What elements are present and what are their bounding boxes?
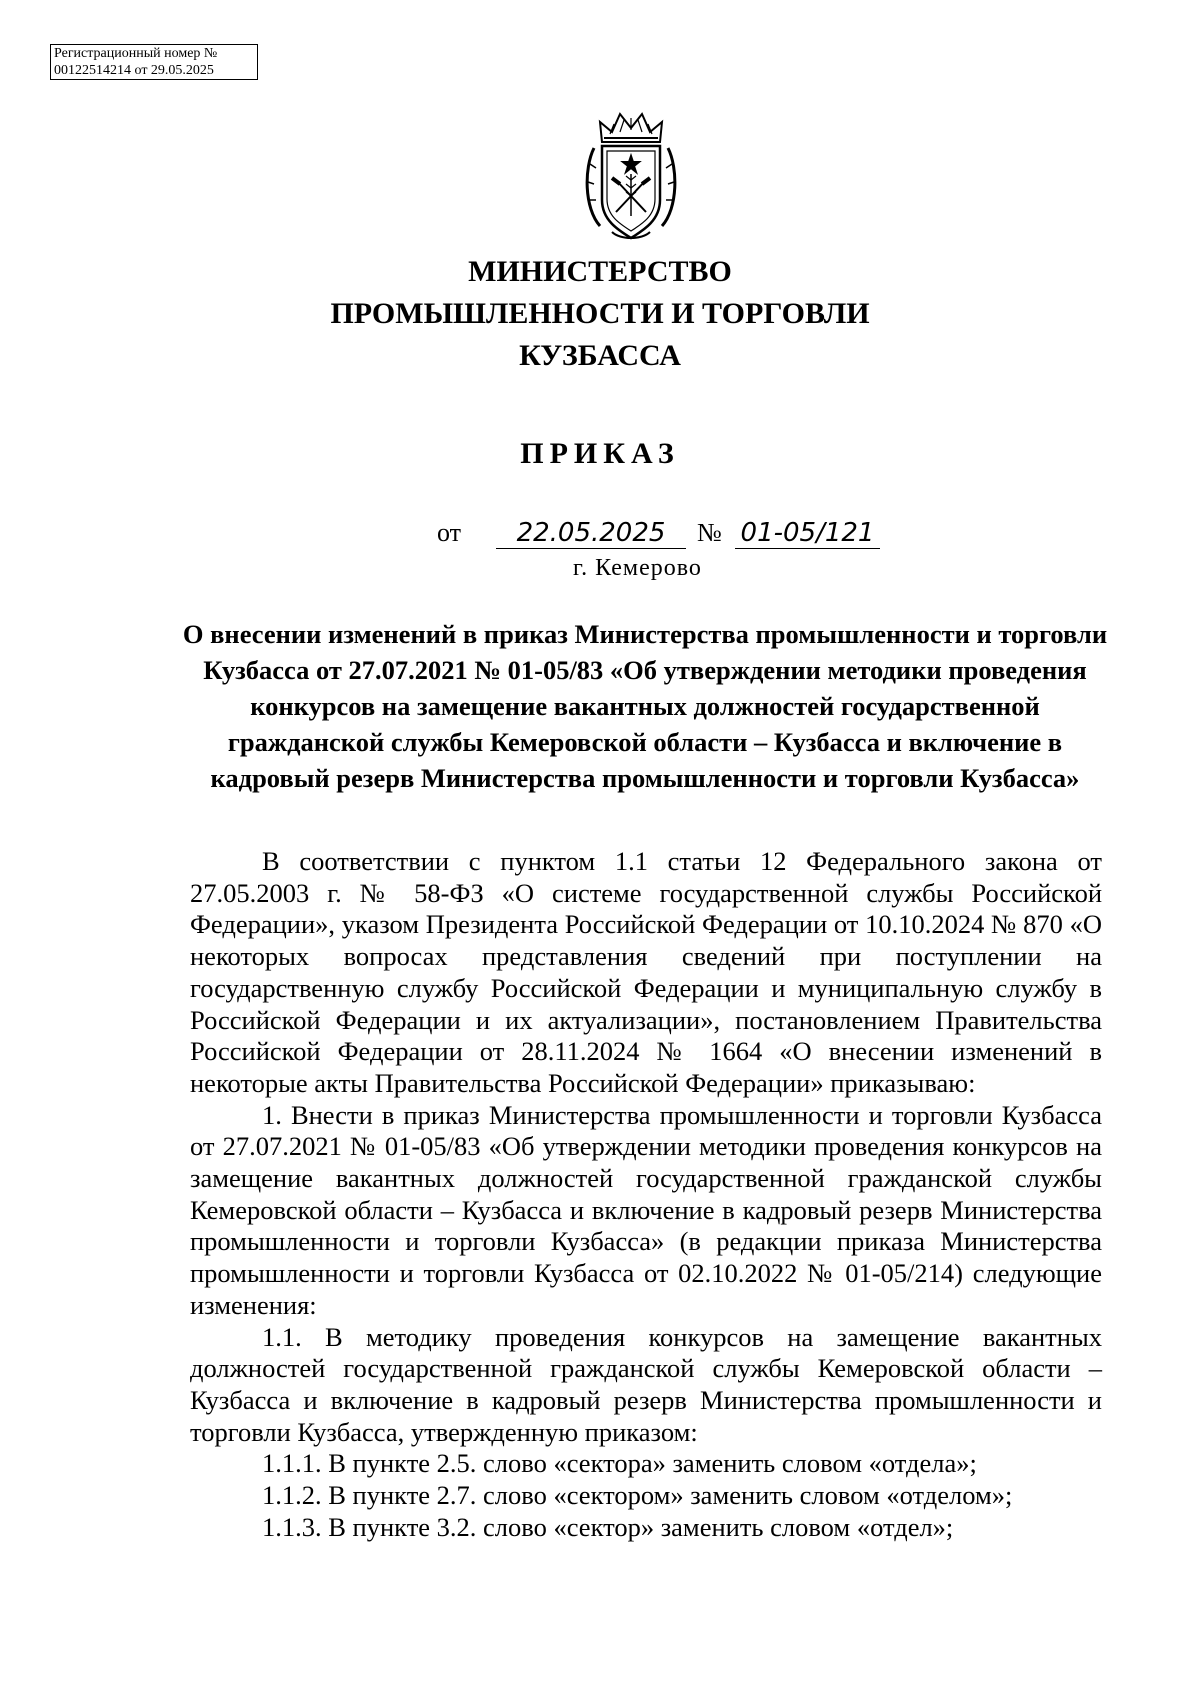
registration-line-2: 00122514214 от 29.05.2025 [54, 63, 214, 78]
registration-stamp [50, 44, 258, 80]
paragraph-item-1-1-2: 1.1.2. В пункте 2.7. слово «сектором» заменить словом «отделом»; [262, 1480, 1013, 1511]
document-body [190, 846, 1102, 1543]
kuzbass-coat-of-arms-icon [580, 108, 682, 246]
paragraph-item-1-1-1: 1.1.1. В пункте 2.5. слово «сектора» заменить словом «отдела»; [262, 1448, 977, 1479]
org-name-line-1: МИНИСТЕРСТВО [468, 255, 732, 288]
org-name-line-2: ПРОМЫШЛЕННОСТИ И ТОРГОВЛИ [330, 297, 870, 330]
handwritten-number: 01-05/121 [735, 518, 880, 549]
registration-line-1: Регистрационный номер № [54, 46, 218, 61]
paragraph-item-1: 1. Внести в приказ Министерства промышленности и торговли Кузбасса от 27.07.2021 № 01-05/83 «Об утверждении методики проведения конкурсов на замещение вакантных должностей государственной гражданской службы Кемеровской области – Кузбасса и включение в кадровый резерв Министерства промышленности и торговли Кузбасса» (в редакции приказа Министерства промышленности и торговли Кузбасса от 02.10.2022 № 01-05/214) следующие изменения: [190, 1099, 1102, 1320]
paragraph-item-1-1: 1.1. В методику проведения конкурсов на замещение вакантных должностей государственной гражданской службы Кемеровской области – Кузбасса и включение в кадровый резерв Министерства промышленности и торговли Кузбасса, утвержденную приказом: [190, 1321, 1102, 1447]
date-from-label: от [437, 518, 462, 547]
document-title: О внесении изменений в приказ Министерства промышленности и торговли Кузбасса от 27.07.2021 № 01-05/83 «Об утверждении методики проведения конкурсов на замещение вакантных должностей государственной гражданской службы Кемеровской области – Кузбасса и включение в кадровый резерв Министерства промышленности и торговли Кузбасса» [182, 619, 1108, 793]
paragraph-item-1-1-3: 1.1.3. В пункте 3.2. слово «сектор» заменить словом «отдел»; [262, 1511, 954, 1542]
org-name-line-3: КУЗБАССА [519, 339, 681, 372]
city: г. Кемерово [573, 555, 702, 581]
number-label: № [697, 518, 722, 547]
document-type: ПРИКАЗ [520, 437, 680, 470]
paragraph-preamble: В соответствии с пунктом 1.1 статьи 12 Федерального закона от 27.05.2003 г. № 58-ФЗ «О системе государственной службы Российской Федерации», указом Президента Российской Федерации от 10.10.2024 № 870 «О некоторых вопросах представления сведений при поступлении на государственную службу Российской Федерации и муниципальную службу в Российской Федерации и их актуализации», постановлением Правительства Российской Федерации от 28.11.2024 № 1664 «О внесении изменений в некоторые акты Правительства Российской Федерации» приказываю: [190, 846, 1102, 1098]
handwritten-date: 22.05.2025 [496, 518, 686, 549]
